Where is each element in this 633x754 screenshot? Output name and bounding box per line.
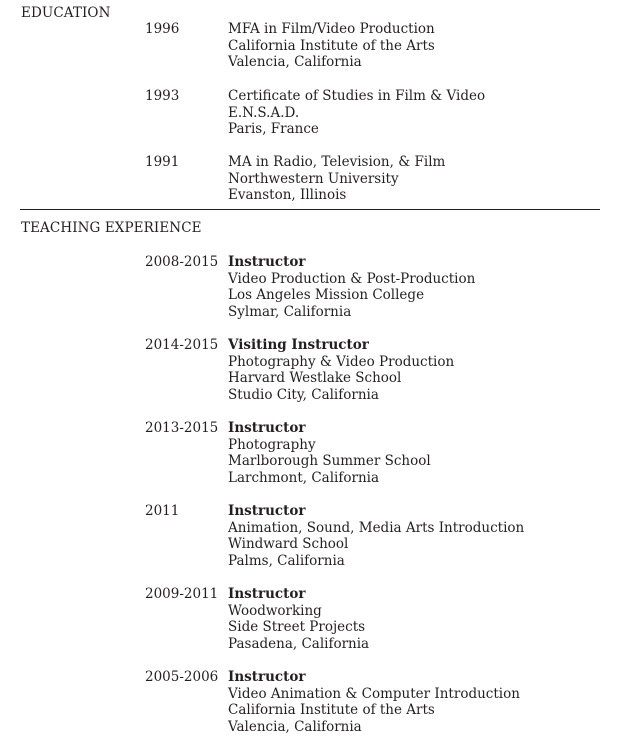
location: Pasadena, California [228, 635, 370, 652]
subject: Animation, Sound, Media Arts Introduction [228, 519, 525, 536]
school: Northwestern University [228, 170, 399, 187]
teaching-years: 2014-2015 [145, 337, 219, 353]
role: Instructor [228, 503, 306, 519]
institution: Windward School [228, 536, 349, 553]
location: Sylmar, California [228, 303, 352, 320]
teaching-years: 2008-2015 [145, 254, 219, 270]
subject: Video Production & Post-Production [228, 270, 476, 287]
location: Valencia, California [228, 54, 362, 71]
teaching-years: 2011 [145, 503, 180, 519]
education-details [228, 154, 445, 204]
institution: Los Angeles Mission College [228, 287, 425, 304]
education-details [228, 21, 435, 71]
education-heading: EDUCATION [21, 5, 111, 21]
teaching-details [228, 503, 524, 569]
role: Instructor [228, 420, 306, 436]
subject: Photography & Video Production [228, 353, 455, 370]
teaching-years: 2009-2011 [145, 586, 219, 602]
degree: MFA in Film/Video Production [228, 21, 435, 37]
education-year: 1996 [145, 21, 180, 37]
institution: Marlborough Summer School [228, 453, 431, 470]
education-year: 1991 [145, 154, 180, 170]
institution: Harvard Westlake School [228, 370, 402, 387]
degree: Certificate of Studies in Film & Video [228, 88, 486, 104]
role: Instructor [228, 254, 306, 270]
school: E.N.S.A.D. [228, 104, 300, 121]
role: Instructor [228, 669, 306, 685]
teaching-details [228, 254, 475, 320]
education-details [228, 88, 485, 138]
teaching-details [228, 669, 520, 735]
location: Studio City, California [228, 386, 379, 403]
section-divider [20, 209, 600, 210]
institution: Side Street Projects [228, 619, 366, 636]
location: Evanston, Illinois [228, 187, 347, 204]
teaching-years: 2013-2015 [145, 420, 219, 436]
institution: California Institute of the Arts [228, 702, 435, 719]
school: California Institute of the Arts [228, 37, 435, 54]
location: Paris, France [228, 121, 319, 138]
role: Instructor [228, 586, 306, 602]
location: Valencia, California [228, 718, 362, 735]
teaching-details [228, 337, 454, 403]
subject: Photography [228, 436, 316, 453]
teaching-heading: TEACHING EXPERIENCE [21, 220, 202, 236]
teaching-years: 2005-2006 [145, 669, 219, 685]
subject: Video Animation & Computer Introduction [228, 685, 520, 702]
location: Palms, California [228, 552, 345, 569]
teaching-details [228, 420, 431, 486]
teaching-details [228, 586, 369, 652]
location: Larchmont, California [228, 469, 380, 486]
education-year: 1993 [145, 88, 180, 104]
subject: Woodworking [228, 602, 322, 619]
role: Visiting Instructor [228, 337, 369, 353]
degree: MA in Radio, Television, & Film [228, 154, 446, 170]
